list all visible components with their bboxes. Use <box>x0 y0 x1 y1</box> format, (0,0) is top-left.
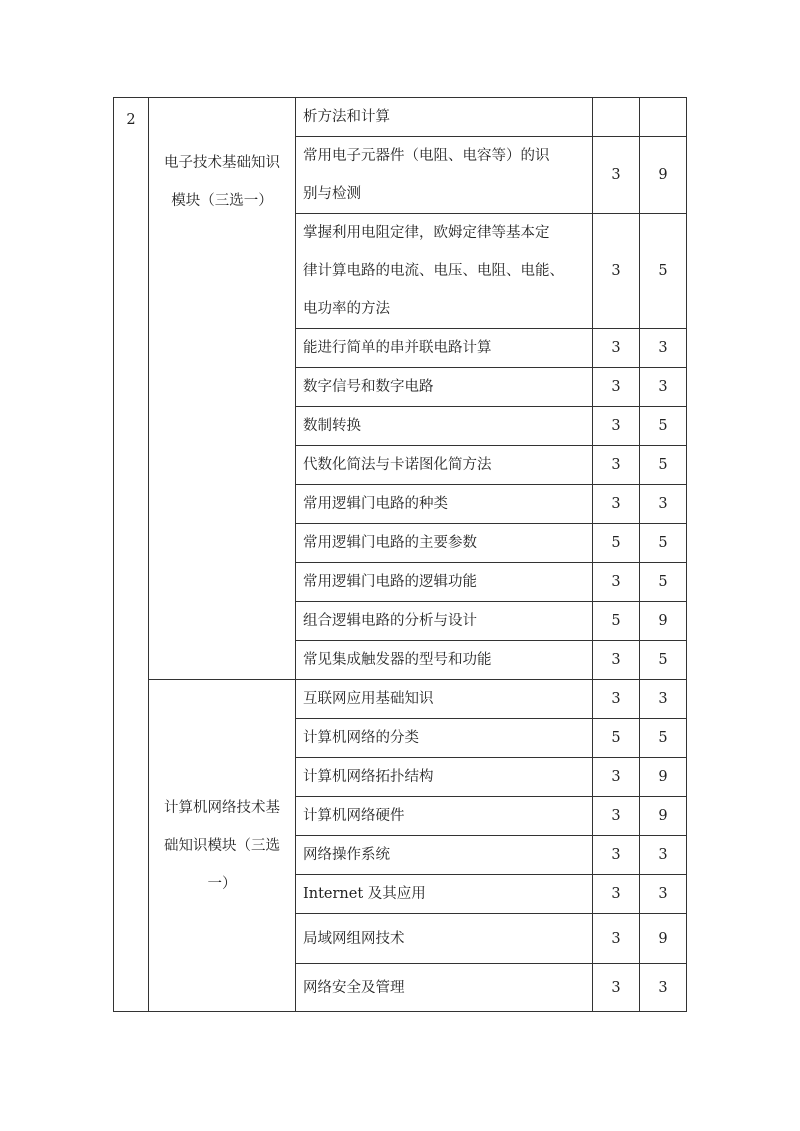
content-text: 互联网应用基础知识 <box>303 691 434 707</box>
value-b-cell: 5 <box>640 719 687 758</box>
module-name-line: 础知识模块（三选 <box>164 837 280 854</box>
content-text: 析方法和计算 <box>303 109 390 125</box>
module-name-line: 模块（三选一） <box>171 193 273 209</box>
content-text: 计算机网络的分类 <box>303 730 419 746</box>
value-b-cell: 3 <box>640 680 687 719</box>
table-row <box>114 98 687 137</box>
value-a-cell: 3 <box>593 137 640 214</box>
content-cell <box>296 98 593 137</box>
value-a-cell: 3 <box>593 563 640 602</box>
value-b-cell: 3 <box>640 836 687 875</box>
content-text: 计算机网络硬件 <box>303 808 405 824</box>
row-number-cell <box>114 98 149 1012</box>
content-text: 计算机网络拓扑结构 <box>303 769 434 785</box>
content-cell <box>296 602 593 641</box>
value-b-cell: 3 <box>640 329 687 368</box>
value-a-cell: 3 <box>593 368 640 407</box>
content-text: 能进行简单的串并联电路计算 <box>303 340 492 356</box>
content-text: 组合逻辑电路的分析与设计 <box>303 613 477 629</box>
content-text: 数制转换 <box>303 418 361 434</box>
value-a-cell: 3 <box>593 680 640 719</box>
content-text: 常用电子元器件（电阻、电容等）的识 <box>303 148 550 164</box>
value-a-cell: 3 <box>593 485 640 524</box>
value-b-cell <box>640 98 687 137</box>
syllabus-table <box>113 97 687 1012</box>
value-b-cell: 9 <box>640 602 687 641</box>
content-cell <box>296 758 593 797</box>
value-b-cell: 9 <box>640 758 687 797</box>
value-a-cell: 3 <box>593 214 640 329</box>
content-text: 掌握利用电阻定律，欧姆定律等基本定 <box>303 225 550 241</box>
value-a-cell: 3 <box>593 758 640 797</box>
value-b-cell: 9 <box>640 137 687 214</box>
content-cell <box>296 407 593 446</box>
value-b-cell: 9 <box>640 797 687 836</box>
value-b-cell: 5 <box>640 214 687 329</box>
content-text: 代数化简法与卡诺图化简方法 <box>303 457 492 473</box>
content-cell <box>296 446 593 485</box>
value-b-cell: 3 <box>640 875 687 914</box>
table-row <box>114 680 687 719</box>
value-b-cell: 5 <box>640 407 687 446</box>
value-a-cell: 3 <box>593 875 640 914</box>
value-b-cell: 3 <box>640 368 687 407</box>
value-a-cell: 5 <box>593 524 640 563</box>
module-name-line: 计算机网络技术基 <box>164 799 280 816</box>
content-text: 数字信号和数字电路 <box>303 379 434 395</box>
value-a-cell: 3 <box>593 641 640 680</box>
value-a-cell: 3 <box>593 329 640 368</box>
content-text: 律计算电路的电流、电压、电阻、电能、 <box>303 263 564 279</box>
content-cell <box>296 964 593 1012</box>
module-name-cell <box>149 680 296 1012</box>
module-name-cell <box>149 98 296 680</box>
value-b-cell: 9 <box>640 914 687 964</box>
content-cell <box>296 914 593 964</box>
content-text: 常用逻辑门电路的主要参数 <box>303 535 477 551</box>
content-cell <box>296 641 593 680</box>
content-cell <box>296 875 593 914</box>
content-text: 常用逻辑门电路的种类 <box>303 496 448 512</box>
row-number: 2 <box>126 112 136 128</box>
content-text: 电功率的方法 <box>303 301 390 317</box>
module-name-line: 一） <box>207 875 237 892</box>
content-cell <box>296 368 593 407</box>
value-a-cell: 3 <box>593 797 640 836</box>
value-b-cell: 5 <box>640 641 687 680</box>
value-b-cell: 3 <box>640 485 687 524</box>
value-b-cell: 3 <box>640 964 687 1012</box>
content-cell <box>296 563 593 602</box>
value-a-cell: 3 <box>593 964 640 1012</box>
value-b-cell: 5 <box>640 446 687 485</box>
value-a-cell: 3 <box>593 446 640 485</box>
value-a-cell: 3 <box>593 836 640 875</box>
value-b-cell: 5 <box>640 524 687 563</box>
content-cell <box>296 797 593 836</box>
content-cell <box>296 836 593 875</box>
content-cell <box>296 214 593 329</box>
value-a-cell: 5 <box>593 719 640 758</box>
content-cell <box>296 680 593 719</box>
content-text: 常见集成触发器的型号和功能 <box>303 652 492 668</box>
content-cell <box>296 719 593 758</box>
content-cell <box>296 485 593 524</box>
value-a-cell: 3 <box>593 914 640 964</box>
value-b-cell: 5 <box>640 563 687 602</box>
value-a-cell <box>593 98 640 137</box>
content-text: 常用逻辑门电路的逻辑功能 <box>303 574 477 590</box>
content-text: 别与检测 <box>303 186 361 202</box>
content-cell <box>296 137 593 214</box>
value-a-cell: 3 <box>593 407 640 446</box>
value-a-cell: 5 <box>593 602 640 641</box>
content-text: 网络操作系统 <box>303 847 390 863</box>
module-name-line: 电子技术基础知识 <box>164 155 280 171</box>
content-text: 局域网组网技术 <box>303 930 405 947</box>
content-text: 网络安全及管理 <box>303 979 405 996</box>
content-cell <box>296 329 593 368</box>
content-text: Internet 及其应用 <box>303 886 426 902</box>
content-cell <box>296 524 593 563</box>
